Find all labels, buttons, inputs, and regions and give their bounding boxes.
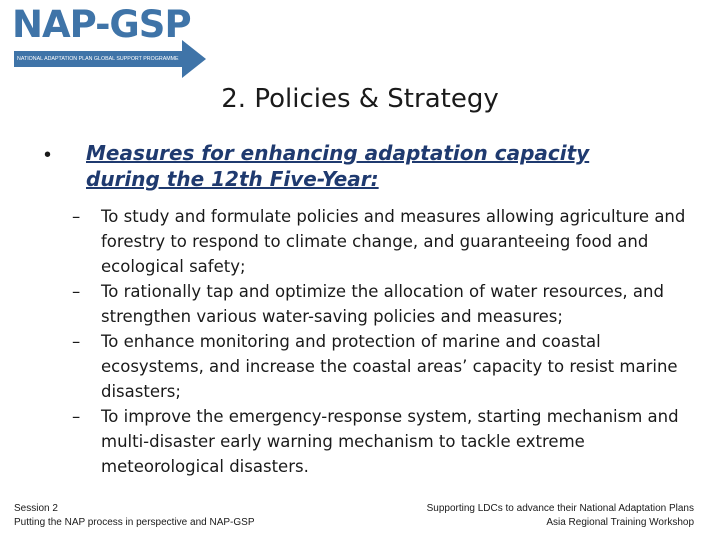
footer-workshop-title: Supporting LDCs to advance their National Adaptation Plans (426, 503, 694, 514)
measure-text: To rationally tap and optimize the allocation of water resources, and strengthen various water-saving policies and measures; (101, 282, 664, 326)
measure-item-2 (70, 279, 690, 329)
bullet-icon: • (44, 144, 52, 166)
lead-heading-line1: Measures for enhancing adaptation capacity (86, 141, 590, 165)
footer-workshop-info (427, 502, 694, 530)
logo-tagline-banner: NATIONAL ADAPTATION PLAN GLOBAL SUPPORT PROGRAMME (14, 51, 182, 67)
lead-heading-line2: during the 12th Five-Year: (86, 167, 379, 191)
footer-session-info (14, 502, 255, 530)
logo-wordmark: NAP-GSP (12, 3, 191, 46)
measures-list (70, 204, 690, 479)
measure-item-1 (70, 204, 690, 279)
dash-icon: – (72, 407, 81, 426)
measure-item-4 (70, 404, 690, 479)
dash-icon: – (72, 282, 81, 301)
slide-title: 2. Policies & Strategy (221, 84, 499, 114)
footer-session-label: Session 2 (14, 503, 58, 514)
measure-text: To study and formulate policies and measures allowing agriculture and forestry to respond to climate change, and guaranteeing food and ecological safety; (101, 207, 686, 276)
dash-icon: – (72, 207, 81, 226)
logo-arrow-icon (182, 40, 206, 78)
nap-gsp-logo (12, 3, 208, 70)
footer-workshop-subtitle: Asia Regional Training Workshop (546, 517, 694, 528)
measure-text: To enhance monitoring and protection of marine and coastal ecosystems, and increase the coastal areas’ capacity to resist marine disasters; (101, 332, 678, 401)
footer-session-title: Putting the NAP process in perspective and NAP-GSP (14, 517, 255, 528)
measure-item-3 (70, 329, 690, 404)
lead-heading (86, 140, 626, 192)
measure-text: To improve the emergency-response system, starting mechanism and multi-disaster early warning mechanism to tackle extreme meteorological disasters. (101, 407, 679, 476)
dash-icon: – (72, 332, 81, 351)
